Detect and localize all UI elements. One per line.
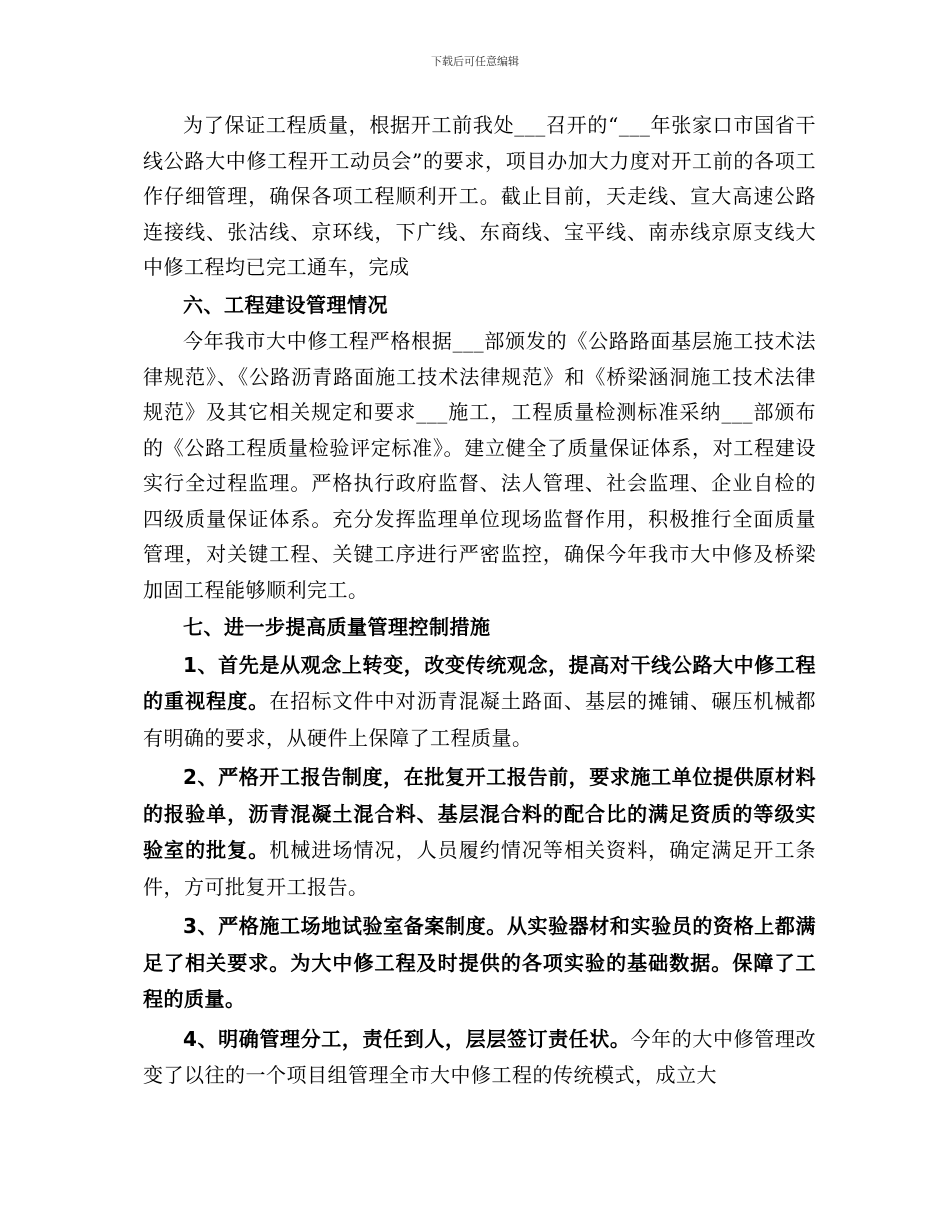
- intro-paragraph: 为了保证工程质量，根据开工前我处___召开的“___年张家口市国省干线公路大中修工程开工动员会”的要求，项目办加大力度对开工前的各项工作仔细管理，确保各项工程顺利开工。截止目前，天走线、宣大高速公路连接线、张沽线、京环线，下广线、东商线、宝平线、南赤线京原支线大中修工程均已完工通车，完成: [143, 113, 816, 279]
- measure-item-4-text: 今年的大中修管理改变了以往的一个项目组管理全市大中修工程的传统模式，成立大: [143, 1026, 817, 1087]
- section-6-paragraph: 今年我市大中修工程严格根据___部颁发的《公路路面基层施工技术法律规范》、《公路沥青路面施工技术法律规范》和《桥梁涵洞施工技术法律规范》及其它相关规定和要求___施工，工程质量检测标准采纳___部颁布的《公路工程质量检验评定标准》。建立健全了质量保证体系，对工程建设实行全过程监理。严格执行政府监督、法人管理、社会监理、企业自检的四级质量保证体系。充分发挥监理单位现场监督作用，积极推行全面质量管理，对关键工程、关键工序进行严密监控，确保今年我市大中修及桥梁加固工程能够顺利完工。: [143, 329, 816, 602]
- measure-item-2-text: 机械进场情况，人员履约情况等相关资料，确定满足开工条件，方可批复开工报告。: [143, 838, 817, 899]
- measure-item-1-text: 在招标文件中对沥青混凝土路面、基层的摊铺、碾压机械都有明确的要求，从硬件上保障了工程质量。: [143, 689, 817, 750]
- section-heading-7: 七、进一步提高质量管理控制措施: [183, 615, 491, 639]
- measure-item-4: [143, 1021, 816, 1094]
- document-body: [143, 108, 816, 1094]
- measure-item-2-lead: 2、严格开工报告制度，在批复开工报告前，要求施工单位提供原材料的报验单，沥青混凝土混合料、基层混合料的配合比的满足资质的等级实验室的批复。: [143, 765, 816, 862]
- measure-item-2: [143, 759, 816, 905]
- measure-item-1-lead: 1、首先是从观念上转变，改变传统观念，提高对干线公路大中修工程的重视程度。: [143, 652, 816, 713]
- measure-item-3: 3、严格施工场地试验室备案制度。从实验器材和实验员的资格上都满足了相关要求。为大中修工程及时提供的各项实验的基础数据。保障了工程的质量。: [143, 914, 816, 1011]
- page-header: 下载后可任意编辑: [431, 55, 519, 68]
- section-heading-6: 六、工程建设管理情况: [183, 292, 388, 317]
- measure-item-1: [143, 647, 816, 757]
- measure-item-4-lead: 4、明确管理分工，责任到人，层层签订责任状。: [183, 1026, 631, 1051]
